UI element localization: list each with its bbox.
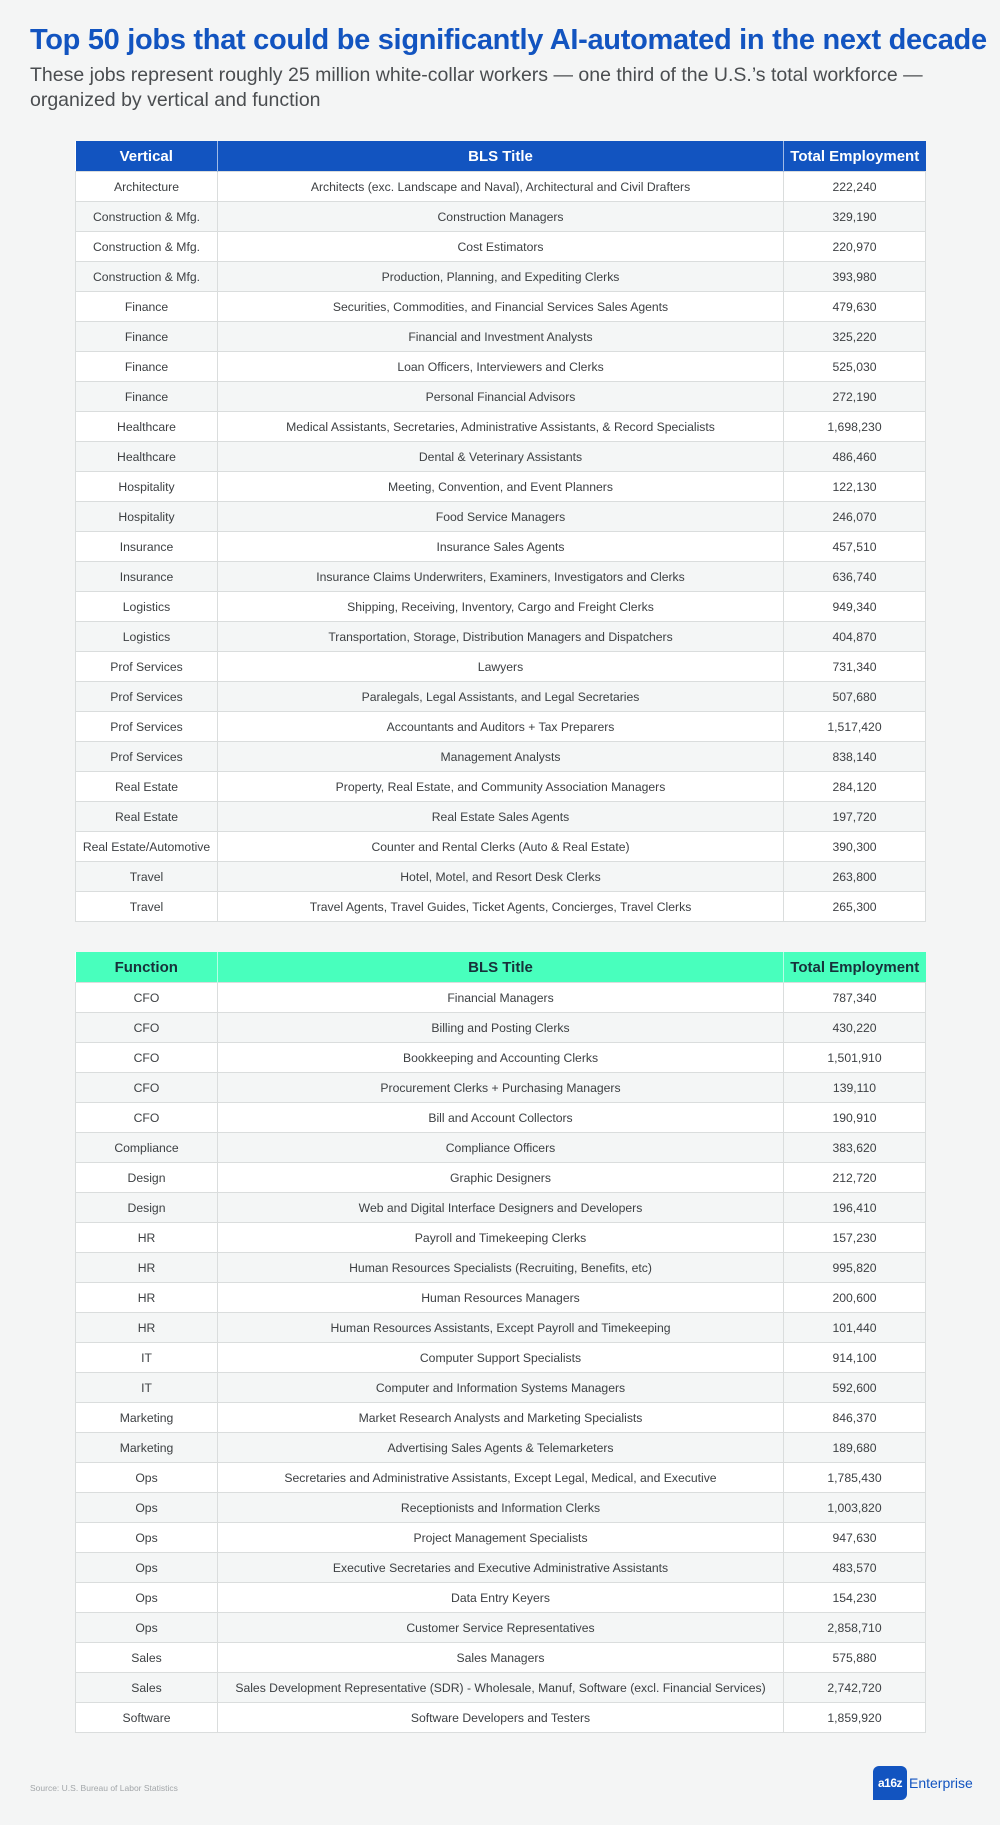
employment-cell: 220,970 bbox=[784, 232, 926, 262]
bls-title-cell: Insurance Sales Agents bbox=[218, 532, 784, 562]
bls-title-cell: Property, Real Estate, and Community Association Managers bbox=[218, 772, 784, 802]
bls-title-cell: Travel Agents, Travel Guides, Ticket Agents, Concierges, Travel Clerks bbox=[218, 892, 784, 922]
bls-title-cell: Hotel, Motel, and Resort Desk Clerks bbox=[218, 862, 784, 892]
bls-title-cell: Software Developers and Testers bbox=[218, 1703, 784, 1733]
function-table-header bbox=[76, 952, 926, 983]
column-header-bls-title: BLS Title bbox=[218, 141, 784, 172]
table-row bbox=[76, 382, 926, 412]
table-row bbox=[76, 322, 926, 352]
table-row bbox=[76, 1253, 926, 1283]
function-cell: Ops bbox=[76, 1493, 218, 1523]
employment-cell: 846,370 bbox=[784, 1403, 926, 1433]
employment-cell: 284,120 bbox=[784, 772, 926, 802]
employment-cell: 1,698,230 bbox=[784, 412, 926, 442]
table-row bbox=[76, 652, 926, 682]
table-row bbox=[76, 1163, 926, 1193]
function-cell: CFO bbox=[76, 1013, 218, 1043]
employment-cell: 2,742,720 bbox=[784, 1673, 926, 1703]
function-cell: Ops bbox=[76, 1553, 218, 1583]
function-cell: Sales bbox=[76, 1673, 218, 1703]
vertical-cell: Real Estate/Automotive bbox=[76, 832, 218, 862]
employment-cell: 1,785,430 bbox=[784, 1463, 926, 1493]
bls-title-cell: Human Resources Assistants, Except Payroll and Timekeeping bbox=[218, 1313, 784, 1343]
vertical-cell: Healthcare bbox=[76, 442, 218, 472]
employment-cell: 838,140 bbox=[784, 742, 926, 772]
employment-cell: 914,100 bbox=[784, 1343, 926, 1373]
table-row bbox=[76, 202, 926, 232]
table-row bbox=[76, 1433, 926, 1463]
employment-cell: 1,501,910 bbox=[784, 1043, 926, 1073]
employment-cell: 196,410 bbox=[784, 1193, 926, 1223]
bls-title-cell: Project Management Specialists bbox=[218, 1523, 784, 1553]
bls-title-cell: Transportation, Storage, Distribution Managers and Dispatchers bbox=[218, 622, 784, 652]
source-note: Source: U.S. Bureau of Labor Statistics bbox=[30, 1783, 178, 1793]
function-cell: Ops bbox=[76, 1463, 218, 1493]
bls-title-cell: Architects (exc. Landscape and Naval), Architectural and Civil Drafters bbox=[218, 172, 784, 202]
a16z-enterprise-logo bbox=[873, 1766, 973, 1800]
function-cell: IT bbox=[76, 1373, 218, 1403]
table-row bbox=[76, 1673, 926, 1703]
vertical-cell: Finance bbox=[76, 352, 218, 382]
employment-cell: 265,300 bbox=[784, 892, 926, 922]
bls-title-cell: Customer Service Representatives bbox=[218, 1613, 784, 1643]
employment-cell: 101,440 bbox=[784, 1313, 926, 1343]
table-row bbox=[76, 1703, 926, 1733]
employment-cell: 329,190 bbox=[784, 202, 926, 232]
bls-title-cell: Lawyers bbox=[218, 652, 784, 682]
column-header-total-employment: Total Employment bbox=[784, 141, 926, 172]
bls-title-cell: Computer Support Specialists bbox=[218, 1343, 784, 1373]
table-row bbox=[76, 1493, 926, 1523]
vertical-cell: Travel bbox=[76, 862, 218, 892]
bls-title-cell: Financial Managers bbox=[218, 983, 784, 1013]
table-row bbox=[76, 262, 926, 292]
employment-cell: 272,190 bbox=[784, 382, 926, 412]
table-row bbox=[76, 352, 926, 382]
bls-title-cell: Human Resources Managers bbox=[218, 1283, 784, 1313]
function-cell: Design bbox=[76, 1193, 218, 1223]
vertical-table-header bbox=[76, 141, 926, 172]
table-row bbox=[76, 412, 926, 442]
employment-cell: 263,800 bbox=[784, 862, 926, 892]
employment-cell: 457,510 bbox=[784, 532, 926, 562]
table-row bbox=[76, 172, 926, 202]
employment-cell: 189,680 bbox=[784, 1433, 926, 1463]
table-row bbox=[76, 1073, 926, 1103]
employment-cell: 430,220 bbox=[784, 1013, 926, 1043]
employment-cell: 787,340 bbox=[784, 983, 926, 1013]
vertical-cell: Finance bbox=[76, 382, 218, 412]
function-table bbox=[75, 952, 926, 1733]
vertical-cell: Travel bbox=[76, 892, 218, 922]
vertical-cell: Construction & Mfg. bbox=[76, 262, 218, 292]
table-row bbox=[76, 1223, 926, 1253]
bls-title-cell: Graphic Designers bbox=[218, 1163, 784, 1193]
employment-cell: 404,870 bbox=[784, 622, 926, 652]
bls-title-cell: Medical Assistants, Secretaries, Administrative Assistants, & Record Specialists bbox=[218, 412, 784, 442]
employment-cell: 157,230 bbox=[784, 1223, 926, 1253]
bls-title-cell: Receptionists and Information Clerks bbox=[218, 1493, 784, 1523]
vertical-cell: Logistics bbox=[76, 592, 218, 622]
function-cell: Marketing bbox=[76, 1403, 218, 1433]
employment-cell: 1,859,920 bbox=[784, 1703, 926, 1733]
employment-cell: 636,740 bbox=[784, 562, 926, 592]
bls-title-cell: Financial and Investment Analysts bbox=[218, 322, 784, 352]
table-row bbox=[76, 1193, 926, 1223]
employment-cell: 200,600 bbox=[784, 1283, 926, 1313]
bls-title-cell: Insurance Claims Underwriters, Examiners, Investigators and Clerks bbox=[218, 562, 784, 592]
table-row bbox=[76, 1613, 926, 1643]
column-header-total-employment: Total Employment bbox=[784, 952, 926, 983]
function-cell: Ops bbox=[76, 1613, 218, 1643]
bls-title-cell: Construction Managers bbox=[218, 202, 784, 232]
employment-cell: 139,110 bbox=[784, 1073, 926, 1103]
bls-title-cell: Market Research Analysts and Marketing Specialists bbox=[218, 1403, 784, 1433]
table-row bbox=[76, 1133, 926, 1163]
employment-cell: 947,630 bbox=[784, 1523, 926, 1553]
bls-title-cell: Web and Digital Interface Designers and Developers bbox=[218, 1193, 784, 1223]
bls-title-cell: Sales Development Representative (SDR) - Wholesale, Manuf, Software (excl. Financial Services) bbox=[218, 1673, 784, 1703]
employment-cell: 154,230 bbox=[784, 1583, 926, 1613]
function-cell: Software bbox=[76, 1703, 218, 1733]
bls-title-cell: Executive Secretaries and Executive Administrative Assistants bbox=[218, 1553, 784, 1583]
employment-cell: 197,720 bbox=[784, 802, 926, 832]
employment-cell: 995,820 bbox=[784, 1253, 926, 1283]
function-cell: Ops bbox=[76, 1583, 218, 1613]
table-row bbox=[76, 892, 926, 922]
table-row bbox=[76, 532, 926, 562]
employment-cell: 393,980 bbox=[784, 262, 926, 292]
employment-cell: 1,003,820 bbox=[784, 1493, 926, 1523]
employment-cell: 122,130 bbox=[784, 472, 926, 502]
column-header-function: Function bbox=[76, 952, 218, 983]
vertical-cell: Prof Services bbox=[76, 712, 218, 742]
table-row bbox=[76, 802, 926, 832]
bls-title-cell: Personal Financial Advisors bbox=[218, 382, 784, 412]
vertical-cell: Hospitality bbox=[76, 472, 218, 502]
bls-title-cell: Shipping, Receiving, Inventory, Cargo and Freight Clerks bbox=[218, 592, 784, 622]
bls-title-cell: Counter and Rental Clerks (Auto & Real Estate) bbox=[218, 832, 784, 862]
table-row bbox=[76, 1523, 926, 1553]
bls-title-cell: Cost Estimators bbox=[218, 232, 784, 262]
vertical-cell: Prof Services bbox=[76, 682, 218, 712]
vertical-cell: Real Estate bbox=[76, 802, 218, 832]
employment-cell: 190,910 bbox=[784, 1103, 926, 1133]
bls-title-cell: Bill and Account Collectors bbox=[218, 1103, 784, 1133]
table-row bbox=[76, 232, 926, 262]
bls-title-cell: Procurement Clerks + Purchasing Managers bbox=[218, 1073, 784, 1103]
table-row bbox=[76, 1643, 926, 1673]
table-row bbox=[76, 862, 926, 892]
function-cell: CFO bbox=[76, 1103, 218, 1133]
bls-title-cell: Billing and Posting Clerks bbox=[218, 1013, 784, 1043]
employment-cell: 325,220 bbox=[784, 322, 926, 352]
vertical-cell: Architecture bbox=[76, 172, 218, 202]
employment-cell: 507,680 bbox=[784, 682, 926, 712]
table-row bbox=[76, 1583, 926, 1613]
logo-wordmark: Enterprise bbox=[909, 1775, 973, 1791]
function-cell: Ops bbox=[76, 1523, 218, 1553]
function-cell: CFO bbox=[76, 1073, 218, 1103]
column-header-bls-title: BLS Title bbox=[218, 952, 784, 983]
employment-cell: 592,600 bbox=[784, 1373, 926, 1403]
page-subtitle: These jobs represent roughly 25 million white-collar workers — one third of the U.S.’s total workforce — organized by vertical and function bbox=[30, 64, 923, 111]
table-row bbox=[76, 772, 926, 802]
function-cell: Sales bbox=[76, 1643, 218, 1673]
table-row bbox=[76, 1013, 926, 1043]
employment-cell: 949,340 bbox=[784, 592, 926, 622]
table-row bbox=[76, 1403, 926, 1433]
employment-cell: 212,720 bbox=[784, 1163, 926, 1193]
vertical-cell: Prof Services bbox=[76, 652, 218, 682]
table-row bbox=[76, 502, 926, 532]
table-row bbox=[76, 592, 926, 622]
employment-cell: 2,858,710 bbox=[784, 1613, 926, 1643]
bls-title-cell: Management Analysts bbox=[218, 742, 784, 772]
bls-title-cell: Sales Managers bbox=[218, 1643, 784, 1673]
bls-title-cell: Computer and Information Systems Managers bbox=[218, 1373, 784, 1403]
table-row bbox=[76, 1373, 926, 1403]
vertical-cell: Construction & Mfg. bbox=[76, 232, 218, 262]
column-header-vertical: Vertical bbox=[76, 141, 218, 172]
table-row bbox=[76, 622, 926, 652]
employment-cell: 246,070 bbox=[784, 502, 926, 532]
vertical-cell: Real Estate bbox=[76, 772, 218, 802]
function-cell: Compliance bbox=[76, 1133, 218, 1163]
bls-title-cell: Data Entry Keyers bbox=[218, 1583, 784, 1613]
bls-title-cell: Real Estate Sales Agents bbox=[218, 802, 784, 832]
table-row bbox=[76, 442, 926, 472]
function-cell: Design bbox=[76, 1163, 218, 1193]
employment-cell: 731,340 bbox=[784, 652, 926, 682]
employment-cell: 390,300 bbox=[784, 832, 926, 862]
table-row bbox=[76, 983, 926, 1013]
table-row bbox=[76, 292, 926, 322]
page-title: Top 50 jobs that could be significantly AI-automated in the next decade bbox=[30, 24, 987, 56]
a16z-logo-mark: a16z bbox=[873, 1766, 907, 1800]
table-row bbox=[76, 712, 926, 742]
vertical-cell: Construction & Mfg. bbox=[76, 202, 218, 232]
employment-cell: 222,240 bbox=[784, 172, 926, 202]
table-row bbox=[76, 1553, 926, 1583]
table-row bbox=[76, 1463, 926, 1493]
table-row bbox=[76, 742, 926, 772]
bls-title-cell: Loan Officers, Interviewers and Clerks bbox=[218, 352, 784, 382]
bls-title-cell: Payroll and Timekeeping Clerks bbox=[218, 1223, 784, 1253]
vertical-table bbox=[75, 141, 926, 922]
vertical-cell: Insurance bbox=[76, 562, 218, 592]
bls-title-cell: Bookkeeping and Accounting Clerks bbox=[218, 1043, 784, 1073]
bls-title-cell: Meeting, Convention, and Event Planners bbox=[218, 472, 784, 502]
employment-cell: 575,880 bbox=[784, 1643, 926, 1673]
bls-title-cell: Dental & Veterinary Assistants bbox=[218, 442, 784, 472]
table-row bbox=[76, 562, 926, 592]
vertical-cell: Finance bbox=[76, 292, 218, 322]
bls-title-cell: Secretaries and Administrative Assistants, Except Legal, Medical, and Executive bbox=[218, 1463, 784, 1493]
bls-title-cell: Production, Planning, and Expediting Clerks bbox=[218, 262, 784, 292]
bls-title-cell: Human Resources Specialists (Recruiting, Benefits, etc) bbox=[218, 1253, 784, 1283]
function-cell: CFO bbox=[76, 983, 218, 1013]
employment-cell: 483,570 bbox=[784, 1553, 926, 1583]
function-cell: HR bbox=[76, 1223, 218, 1253]
bls-title-cell: Accountants and Auditors + Tax Preparers bbox=[218, 712, 784, 742]
function-cell: HR bbox=[76, 1283, 218, 1313]
table-row bbox=[76, 1343, 926, 1373]
vertical-cell: Logistics bbox=[76, 622, 218, 652]
employment-cell: 1,517,420 bbox=[784, 712, 926, 742]
employment-cell: 525,030 bbox=[784, 352, 926, 382]
function-cell: HR bbox=[76, 1253, 218, 1283]
bls-title-cell: Paralegals, Legal Assistants, and Legal Secretaries bbox=[218, 682, 784, 712]
bls-title-cell: Advertising Sales Agents & Telemarketers bbox=[218, 1433, 784, 1463]
table-row bbox=[76, 1313, 926, 1343]
vertical-cell: Hospitality bbox=[76, 502, 218, 532]
function-cell: CFO bbox=[76, 1043, 218, 1073]
employment-cell: 383,620 bbox=[784, 1133, 926, 1163]
vertical-cell: Insurance bbox=[76, 532, 218, 562]
bls-title-cell: Compliance Officers bbox=[218, 1133, 784, 1163]
function-cell: Marketing bbox=[76, 1433, 218, 1463]
employment-cell: 486,460 bbox=[784, 442, 926, 472]
function-cell: HR bbox=[76, 1313, 218, 1343]
table-row bbox=[76, 472, 926, 502]
table-row bbox=[76, 1043, 926, 1073]
employment-cell: 479,630 bbox=[784, 292, 926, 322]
table-row bbox=[76, 832, 926, 862]
table-row bbox=[76, 682, 926, 712]
table-row bbox=[76, 1103, 926, 1133]
vertical-cell: Prof Services bbox=[76, 742, 218, 772]
function-cell: IT bbox=[76, 1343, 218, 1373]
vertical-cell: Finance bbox=[76, 322, 218, 352]
bls-title-cell: Securities, Commodities, and Financial Services Sales Agents bbox=[218, 292, 784, 322]
bls-title-cell: Food Service Managers bbox=[218, 502, 784, 532]
table-row bbox=[76, 1283, 926, 1313]
vertical-cell: Healthcare bbox=[76, 412, 218, 442]
